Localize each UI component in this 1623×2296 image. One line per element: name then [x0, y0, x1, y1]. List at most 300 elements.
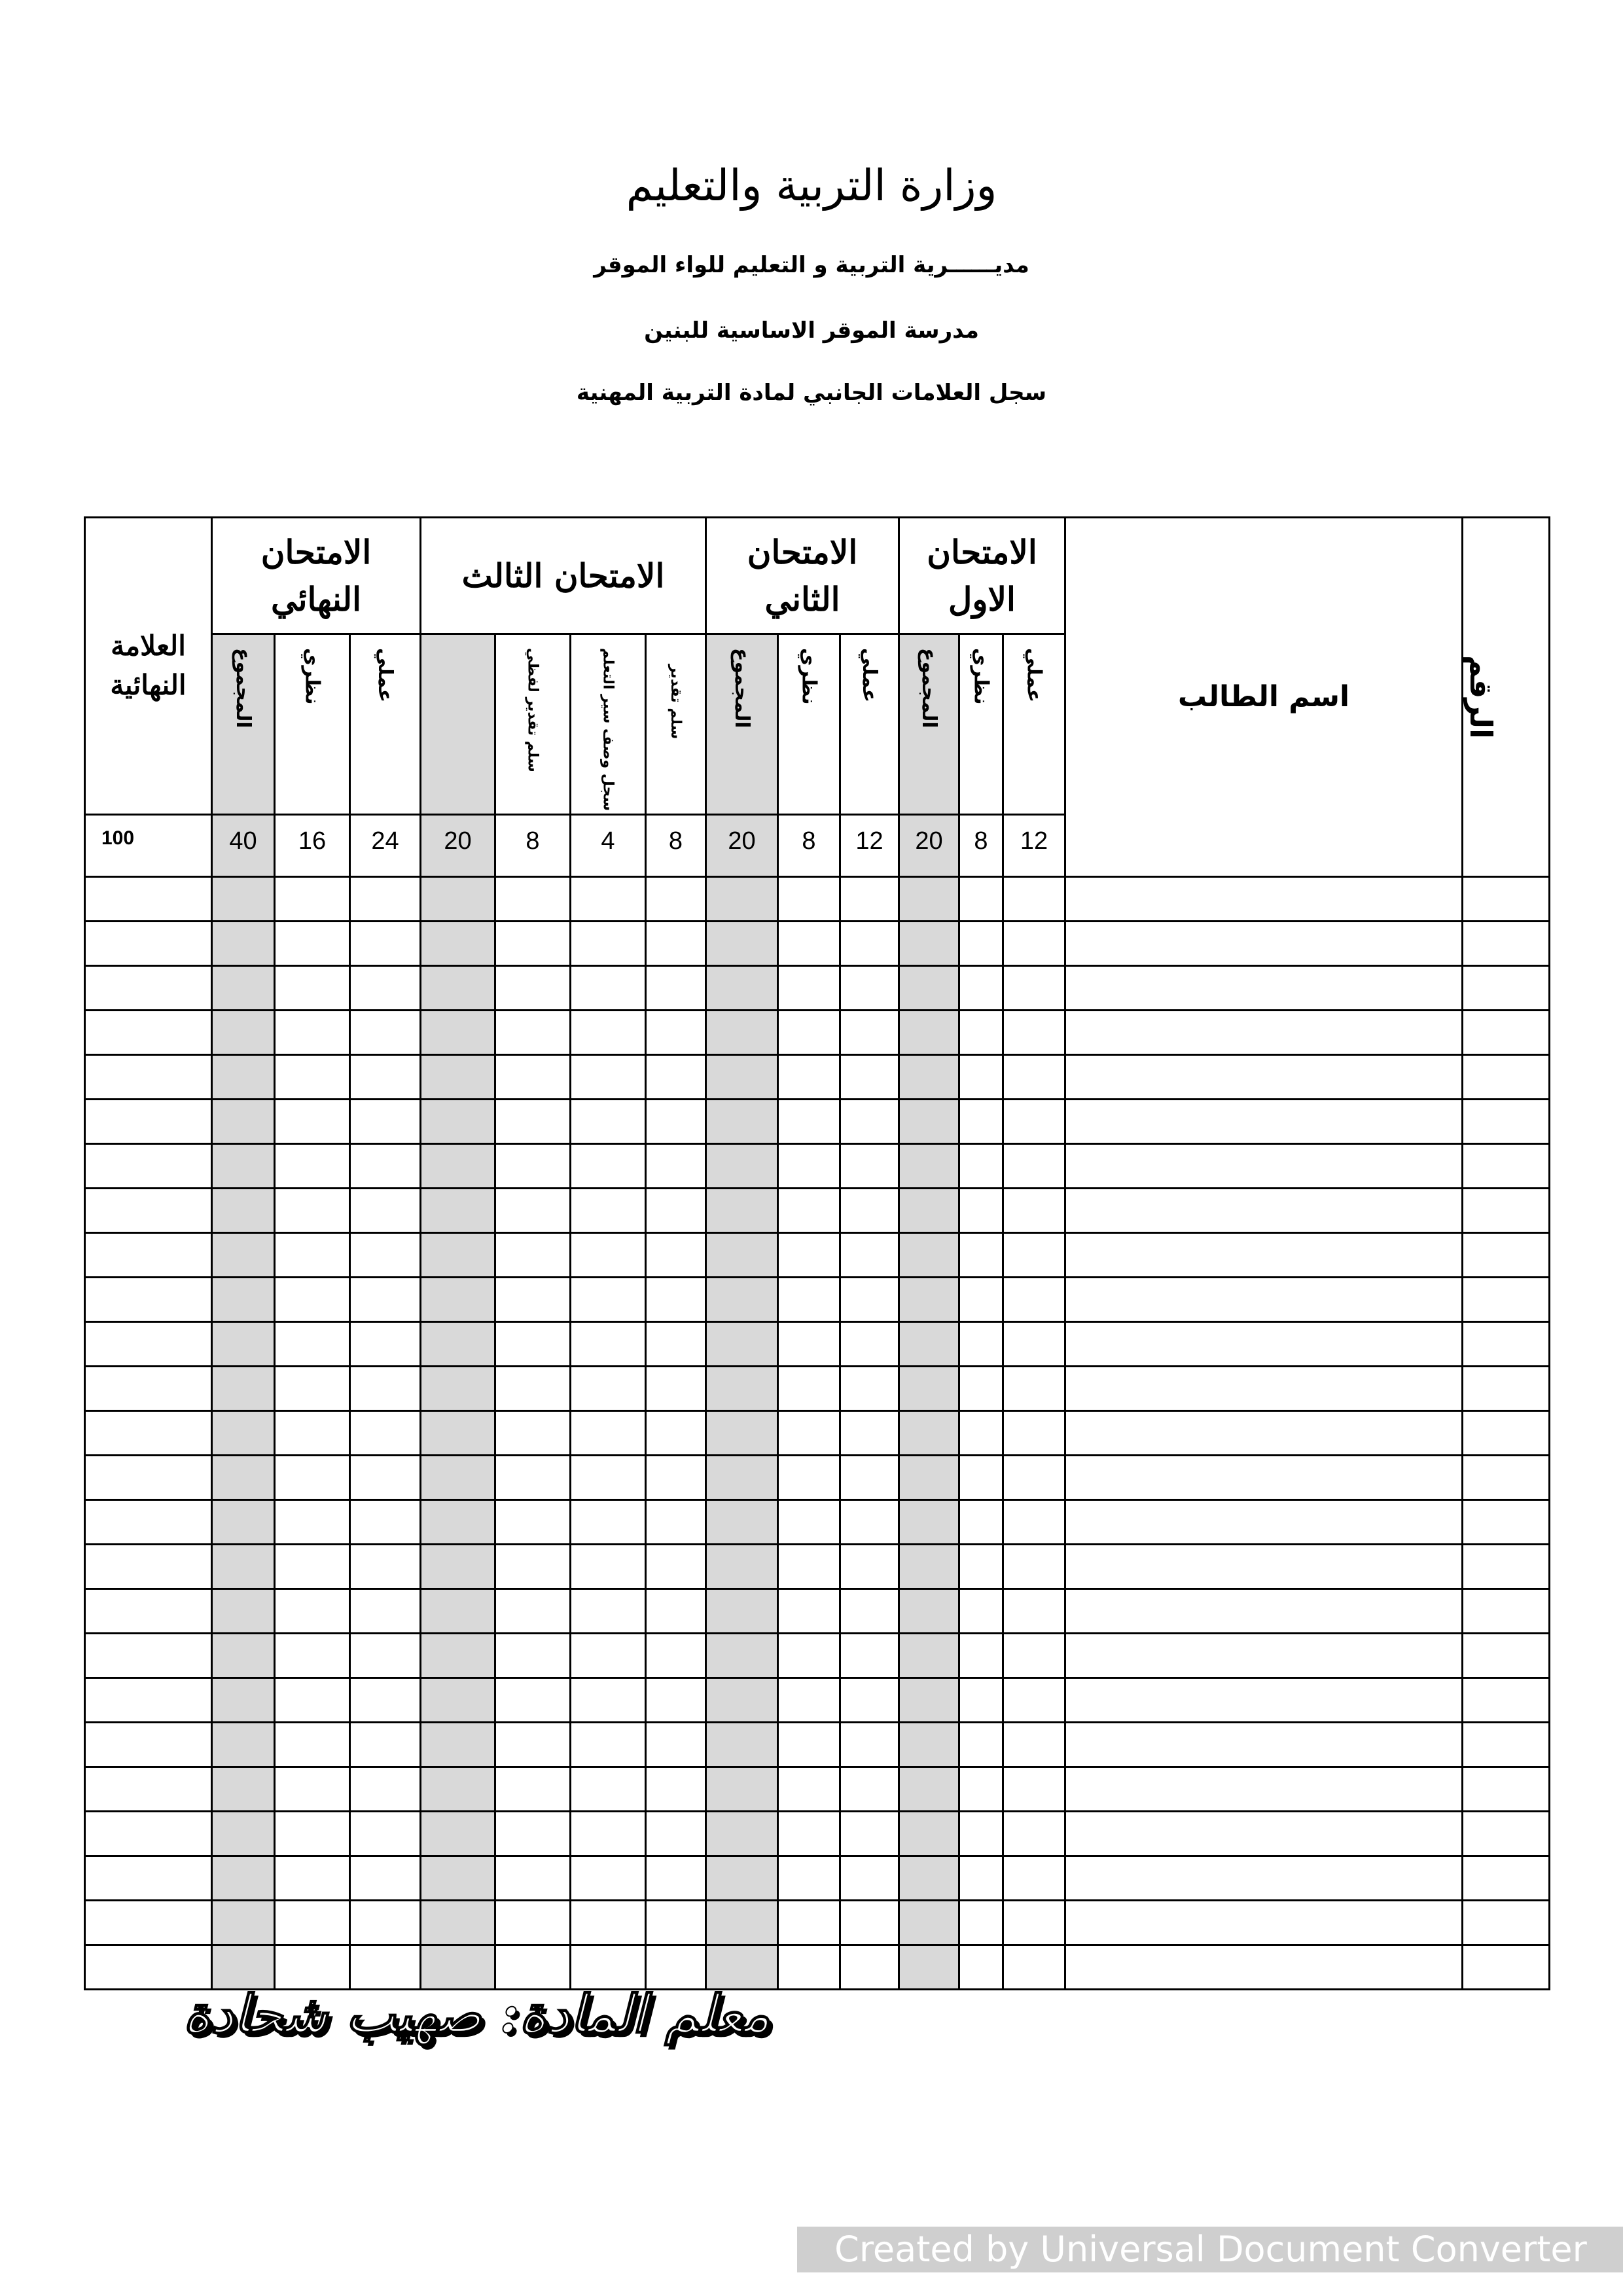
mark-cell[interactable]: [85, 1366, 212, 1410]
mark-cell[interactable]: [706, 1099, 778, 1143]
mark-cell[interactable]: [212, 1366, 275, 1410]
mark-cell[interactable]: [706, 1455, 778, 1499]
mark-cell[interactable]: [778, 1455, 840, 1499]
mark-cell[interactable]: [646, 1410, 706, 1455]
mark-cell[interactable]: [275, 876, 350, 921]
mark-cell[interactable]: [706, 1856, 778, 1900]
mark-cell[interactable]: [646, 1900, 706, 1945]
mark-cell[interactable]: [646, 965, 706, 1010]
mark-cell[interactable]: [646, 1232, 706, 1277]
mark-cell[interactable]: [899, 1945, 959, 1989]
mark-cell[interactable]: [85, 965, 212, 1010]
student-name-cell[interactable]: [1065, 876, 1463, 921]
mark-cell[interactable]: [212, 1143, 275, 1188]
mark-cell[interactable]: [495, 1677, 571, 1722]
mark-cell[interactable]: [706, 1410, 778, 1455]
mark-cell[interactable]: [646, 1054, 706, 1099]
mark-cell[interactable]: [495, 1811, 571, 1856]
mark-cell[interactable]: [959, 965, 1003, 1010]
mark-cell[interactable]: [1003, 1188, 1065, 1232]
mark-cell[interactable]: [778, 1054, 840, 1099]
mark-cell[interactable]: [85, 1054, 212, 1099]
mark-cell[interactable]: [421, 965, 495, 1010]
mark-cell[interactable]: [495, 1633, 571, 1677]
student-number-cell[interactable]: [1463, 876, 1550, 921]
mark-cell[interactable]: [85, 1455, 212, 1499]
mark-cell[interactable]: [350, 1811, 421, 1856]
mark-cell[interactable]: [212, 1722, 275, 1767]
mark-cell[interactable]: [706, 1321, 778, 1366]
mark-cell[interactable]: [778, 1588, 840, 1633]
mark-cell[interactable]: [706, 1588, 778, 1633]
mark-cell[interactable]: [495, 1232, 571, 1277]
mark-cell[interactable]: [840, 1722, 899, 1767]
student-number-cell[interactable]: [1463, 965, 1550, 1010]
mark-cell[interactable]: [350, 1099, 421, 1143]
mark-cell[interactable]: [275, 1544, 350, 1588]
mark-cell[interactable]: [706, 876, 778, 921]
mark-cell[interactable]: [959, 876, 1003, 921]
student-name-cell[interactable]: [1065, 1054, 1463, 1099]
student-name-cell[interactable]: [1065, 1811, 1463, 1856]
mark-cell[interactable]: [85, 1677, 212, 1722]
mark-cell[interactable]: [778, 1767, 840, 1811]
mark-cell[interactable]: [85, 1277, 212, 1321]
mark-cell[interactable]: [899, 1499, 959, 1544]
mark-cell[interactable]: [85, 1767, 212, 1811]
mark-cell[interactable]: [706, 1767, 778, 1811]
mark-cell[interactable]: [1003, 876, 1065, 921]
mark-cell[interactable]: [706, 1677, 778, 1722]
mark-cell[interactable]: [85, 1321, 212, 1366]
mark-cell[interactable]: [1003, 1366, 1065, 1410]
mark-cell[interactable]: [571, 1277, 646, 1321]
mark-cell[interactable]: [571, 1767, 646, 1811]
mark-cell[interactable]: [212, 1277, 275, 1321]
mark-cell[interactable]: [840, 1054, 899, 1099]
mark-cell[interactable]: [85, 1722, 212, 1767]
mark-cell[interactable]: [959, 1188, 1003, 1232]
mark-cell[interactable]: [1003, 1588, 1065, 1633]
mark-cell[interactable]: [85, 1010, 212, 1054]
mark-cell[interactable]: [212, 1900, 275, 1945]
mark-cell[interactable]: [350, 921, 421, 965]
mark-cell[interactable]: [275, 1410, 350, 1455]
mark-cell[interactable]: [646, 1010, 706, 1054]
mark-cell[interactable]: [421, 1410, 495, 1455]
mark-cell[interactable]: [706, 965, 778, 1010]
mark-cell[interactable]: [275, 1010, 350, 1054]
mark-cell[interactable]: [899, 1143, 959, 1188]
mark-cell[interactable]: [350, 1588, 421, 1633]
mark-cell[interactable]: [706, 1499, 778, 1544]
mark-cell[interactable]: [212, 1767, 275, 1811]
mark-cell[interactable]: [571, 1722, 646, 1767]
mark-cell[interactable]: [275, 1677, 350, 1722]
mark-cell[interactable]: [899, 1277, 959, 1321]
mark-cell[interactable]: [646, 1321, 706, 1366]
student-name-cell[interactable]: [1065, 1010, 1463, 1054]
mark-cell[interactable]: [421, 1099, 495, 1143]
mark-cell[interactable]: [495, 1588, 571, 1633]
mark-cell[interactable]: [350, 1410, 421, 1455]
student-number-cell[interactable]: [1463, 921, 1550, 965]
student-number-cell[interactable]: [1463, 1143, 1550, 1188]
mark-cell[interactable]: [646, 1455, 706, 1499]
mark-cell[interactable]: [1003, 1677, 1065, 1722]
mark-cell[interactable]: [571, 1366, 646, 1410]
student-number-cell[interactable]: [1463, 1099, 1550, 1143]
mark-cell[interactable]: [275, 1188, 350, 1232]
mark-cell[interactable]: [571, 1455, 646, 1499]
mark-cell[interactable]: [778, 1811, 840, 1856]
mark-cell[interactable]: [571, 876, 646, 921]
mark-cell[interactable]: [85, 1188, 212, 1232]
student-name-cell[interactable]: [1065, 1900, 1463, 1945]
mark-cell[interactable]: [350, 1232, 421, 1277]
mark-cell[interactable]: [350, 1856, 421, 1900]
mark-cell[interactable]: [212, 1410, 275, 1455]
student-name-cell[interactable]: [1065, 1143, 1463, 1188]
mark-cell[interactable]: [899, 1010, 959, 1054]
mark-cell[interactable]: [212, 1321, 275, 1366]
mark-cell[interactable]: [495, 1455, 571, 1499]
mark-cell[interactable]: [495, 1856, 571, 1900]
mark-cell[interactable]: [421, 1811, 495, 1856]
mark-cell[interactable]: [899, 1856, 959, 1900]
mark-cell[interactable]: [275, 1054, 350, 1099]
student-name-cell[interactable]: [1065, 1099, 1463, 1143]
mark-cell[interactable]: [275, 1856, 350, 1900]
mark-cell[interactable]: [275, 965, 350, 1010]
mark-cell[interactable]: [840, 1321, 899, 1366]
student-name-cell[interactable]: [1065, 1410, 1463, 1455]
mark-cell[interactable]: [840, 1677, 899, 1722]
mark-cell[interactable]: [495, 1900, 571, 1945]
mark-cell[interactable]: [571, 1588, 646, 1633]
student-name-cell[interactable]: [1065, 1544, 1463, 1588]
mark-cell[interactable]: [421, 1143, 495, 1188]
mark-cell[interactable]: [212, 1677, 275, 1722]
mark-cell[interactable]: [275, 1143, 350, 1188]
mark-cell[interactable]: [275, 1366, 350, 1410]
mark-cell[interactable]: [421, 1499, 495, 1544]
mark-cell[interactable]: [959, 1499, 1003, 1544]
mark-cell[interactable]: [571, 1188, 646, 1232]
mark-cell[interactable]: [212, 1054, 275, 1099]
mark-cell[interactable]: [350, 1722, 421, 1767]
mark-cell[interactable]: [706, 1232, 778, 1277]
mark-cell[interactable]: [495, 1010, 571, 1054]
mark-cell[interactable]: [212, 1010, 275, 1054]
mark-cell[interactable]: [571, 1054, 646, 1099]
student-number-cell[interactable]: [1463, 1366, 1550, 1410]
mark-cell[interactable]: [778, 1722, 840, 1767]
mark-cell[interactable]: [421, 1856, 495, 1900]
mark-cell[interactable]: [959, 1277, 1003, 1321]
mark-cell[interactable]: [899, 1054, 959, 1099]
student-name-cell[interactable]: [1065, 1366, 1463, 1410]
mark-cell[interactable]: [959, 1633, 1003, 1677]
mark-cell[interactable]: [350, 1143, 421, 1188]
student-name-cell[interactable]: [1065, 1321, 1463, 1366]
mark-cell[interactable]: [275, 1588, 350, 1633]
mark-cell[interactable]: [899, 1722, 959, 1767]
student-number-cell[interactable]: [1463, 1321, 1550, 1366]
mark-cell[interactable]: [571, 1856, 646, 1900]
mark-cell[interactable]: [706, 1366, 778, 1410]
mark-cell[interactable]: [350, 1321, 421, 1366]
mark-cell[interactable]: [840, 1900, 899, 1945]
student-number-cell[interactable]: [1463, 1856, 1550, 1900]
mark-cell[interactable]: [421, 1277, 495, 1321]
mark-cell[interactable]: [495, 1544, 571, 1588]
mark-cell[interactable]: [1003, 1767, 1065, 1811]
mark-cell[interactable]: [706, 1811, 778, 1856]
mark-cell[interactable]: [421, 1321, 495, 1366]
mark-cell[interactable]: [571, 1099, 646, 1143]
mark-cell[interactable]: [275, 1455, 350, 1499]
mark-cell[interactable]: [495, 1366, 571, 1410]
mark-cell[interactable]: [212, 1232, 275, 1277]
mark-cell[interactable]: [959, 1321, 1003, 1366]
mark-cell[interactable]: [1003, 1321, 1065, 1366]
mark-cell[interactable]: [350, 1544, 421, 1588]
mark-cell[interactable]: [646, 1277, 706, 1321]
mark-cell[interactable]: [899, 1811, 959, 1856]
mark-cell[interactable]: [350, 1010, 421, 1054]
mark-cell[interactable]: [778, 1188, 840, 1232]
mark-cell[interactable]: [212, 1633, 275, 1677]
student-number-cell[interactable]: [1463, 1277, 1550, 1321]
mark-cell[interactable]: [706, 921, 778, 965]
student-number-cell[interactable]: [1463, 1945, 1550, 1989]
student-name-cell[interactable]: [1065, 1499, 1463, 1544]
mark-cell[interactable]: [778, 965, 840, 1010]
mark-cell[interactable]: [840, 965, 899, 1010]
mark-cell[interactable]: [959, 1143, 1003, 1188]
mark-cell[interactable]: [646, 1633, 706, 1677]
mark-cell[interactable]: [275, 1811, 350, 1856]
mark-cell[interactable]: [778, 1232, 840, 1277]
mark-cell[interactable]: [495, 965, 571, 1010]
mark-cell[interactable]: [959, 1677, 1003, 1722]
mark-cell[interactable]: [571, 1633, 646, 1677]
mark-cell[interactable]: [85, 1099, 212, 1143]
mark-cell[interactable]: [275, 1767, 350, 1811]
mark-cell[interactable]: [899, 876, 959, 921]
mark-cell[interactable]: [778, 1499, 840, 1544]
mark-cell[interactable]: [275, 1321, 350, 1366]
mark-cell[interactable]: [421, 1677, 495, 1722]
mark-cell[interactable]: [778, 1010, 840, 1054]
mark-cell[interactable]: [212, 876, 275, 921]
mark-cell[interactable]: [1003, 1633, 1065, 1677]
mark-cell[interactable]: [421, 921, 495, 965]
student-name-cell[interactable]: [1065, 1722, 1463, 1767]
mark-cell[interactable]: [646, 1188, 706, 1232]
mark-cell[interactable]: [85, 1588, 212, 1633]
mark-cell[interactable]: [85, 1633, 212, 1677]
mark-cell[interactable]: [1003, 1856, 1065, 1900]
student-number-cell[interactable]: [1463, 1811, 1550, 1856]
mark-cell[interactable]: [350, 1455, 421, 1499]
mark-cell[interactable]: [899, 1188, 959, 1232]
mark-cell[interactable]: [212, 1856, 275, 1900]
mark-cell[interactable]: [350, 1499, 421, 1544]
mark-cell[interactable]: [275, 1099, 350, 1143]
mark-cell[interactable]: [571, 1232, 646, 1277]
mark-cell[interactable]: [495, 1099, 571, 1143]
mark-cell[interactable]: [778, 1945, 840, 1989]
mark-cell[interactable]: [899, 1677, 959, 1722]
mark-cell[interactable]: [212, 965, 275, 1010]
mark-cell[interactable]: [1003, 921, 1065, 965]
student-number-cell[interactable]: [1463, 1499, 1550, 1544]
mark-cell[interactable]: [959, 1767, 1003, 1811]
mark-cell[interactable]: [778, 1544, 840, 1588]
mark-cell[interactable]: [1003, 1099, 1065, 1143]
mark-cell[interactable]: [275, 1232, 350, 1277]
mark-cell[interactable]: [350, 1188, 421, 1232]
student-name-cell[interactable]: [1065, 1767, 1463, 1811]
mark-cell[interactable]: [840, 1767, 899, 1811]
mark-cell[interactable]: [571, 1544, 646, 1588]
mark-cell[interactable]: [778, 1410, 840, 1455]
mark-cell[interactable]: [899, 1900, 959, 1945]
mark-cell[interactable]: [899, 1767, 959, 1811]
mark-cell[interactable]: [275, 1277, 350, 1321]
student-name-cell[interactable]: [1065, 1588, 1463, 1633]
mark-cell[interactable]: [350, 1767, 421, 1811]
mark-cell[interactable]: [646, 1499, 706, 1544]
mark-cell[interactable]: [899, 1633, 959, 1677]
mark-cell[interactable]: [350, 1277, 421, 1321]
mark-cell[interactable]: [571, 1143, 646, 1188]
mark-cell[interactable]: [421, 1010, 495, 1054]
student-number-cell[interactable]: [1463, 1232, 1550, 1277]
mark-cell[interactable]: [959, 1010, 1003, 1054]
student-name-cell[interactable]: [1065, 1677, 1463, 1722]
mark-cell[interactable]: [212, 1455, 275, 1499]
mark-cell[interactable]: [706, 1143, 778, 1188]
student-name-cell[interactable]: [1065, 1945, 1463, 1989]
mark-cell[interactable]: [350, 876, 421, 921]
mark-cell[interactable]: [495, 1767, 571, 1811]
mark-cell[interactable]: [706, 1277, 778, 1321]
mark-cell[interactable]: [275, 1633, 350, 1677]
mark-cell[interactable]: [275, 1900, 350, 1945]
mark-cell[interactable]: [1003, 1900, 1065, 1945]
mark-cell[interactable]: [495, 1722, 571, 1767]
mark-cell[interactable]: [421, 876, 495, 921]
mark-cell[interactable]: [212, 1544, 275, 1588]
mark-cell[interactable]: [212, 1099, 275, 1143]
mark-cell[interactable]: [840, 1499, 899, 1544]
mark-cell[interactable]: [778, 1856, 840, 1900]
mark-cell[interactable]: [571, 921, 646, 965]
mark-cell[interactable]: [840, 1366, 899, 1410]
mark-cell[interactable]: [275, 1722, 350, 1767]
student-name-cell[interactable]: [1065, 1188, 1463, 1232]
mark-cell[interactable]: [646, 921, 706, 965]
mark-cell[interactable]: [706, 1633, 778, 1677]
mark-cell[interactable]: [646, 876, 706, 921]
mark-cell[interactable]: [959, 1544, 1003, 1588]
mark-cell[interactable]: [646, 1856, 706, 1900]
mark-cell[interactable]: [840, 1277, 899, 1321]
mark-cell[interactable]: [646, 1677, 706, 1722]
student-number-cell[interactable]: [1463, 1054, 1550, 1099]
mark-cell[interactable]: [778, 1366, 840, 1410]
mark-cell[interactable]: [495, 921, 571, 965]
student-number-cell[interactable]: [1463, 1900, 1550, 1945]
mark-cell[interactable]: [840, 921, 899, 965]
student-number-cell[interactable]: [1463, 1677, 1550, 1722]
mark-cell[interactable]: [212, 1811, 275, 1856]
mark-cell[interactable]: [840, 1856, 899, 1900]
mark-cell[interactable]: [85, 1143, 212, 1188]
mark-cell[interactable]: [495, 1277, 571, 1321]
student-number-cell[interactable]: [1463, 1722, 1550, 1767]
mark-cell[interactable]: [212, 1588, 275, 1633]
mark-cell[interactable]: [1003, 1811, 1065, 1856]
student-name-cell[interactable]: [1065, 1277, 1463, 1321]
mark-cell[interactable]: [571, 1010, 646, 1054]
mark-cell[interactable]: [959, 1455, 1003, 1499]
mark-cell[interactable]: [495, 1321, 571, 1366]
mark-cell[interactable]: [778, 1900, 840, 1945]
mark-cell[interactable]: [495, 876, 571, 921]
mark-cell[interactable]: [778, 1143, 840, 1188]
mark-cell[interactable]: [899, 1455, 959, 1499]
mark-cell[interactable]: [840, 1010, 899, 1054]
mark-cell[interactable]: [350, 1054, 421, 1099]
mark-cell[interactable]: [778, 1321, 840, 1366]
mark-cell[interactable]: [840, 1188, 899, 1232]
mark-cell[interactable]: [778, 1633, 840, 1677]
mark-cell[interactable]: [706, 1900, 778, 1945]
mark-cell[interactable]: [1003, 1455, 1065, 1499]
mark-cell[interactable]: [421, 1544, 495, 1588]
mark-cell[interactable]: [421, 1188, 495, 1232]
mark-cell[interactable]: [840, 1143, 899, 1188]
mark-cell[interactable]: [646, 1143, 706, 1188]
mark-cell[interactable]: [840, 1544, 899, 1588]
mark-cell[interactable]: [421, 1767, 495, 1811]
mark-cell[interactable]: [959, 1588, 1003, 1633]
mark-cell[interactable]: [778, 1099, 840, 1143]
mark-cell[interactable]: [421, 1232, 495, 1277]
mark-cell[interactable]: [646, 1099, 706, 1143]
mark-cell[interactable]: [495, 1143, 571, 1188]
mark-cell[interactable]: [959, 1366, 1003, 1410]
mark-cell[interactable]: [899, 1232, 959, 1277]
mark-cell[interactable]: [1003, 1722, 1065, 1767]
mark-cell[interactable]: [495, 1188, 571, 1232]
mark-cell[interactable]: [899, 1321, 959, 1366]
mark-cell[interactable]: [275, 1499, 350, 1544]
mark-cell[interactable]: [899, 1099, 959, 1143]
mark-cell[interactable]: [840, 1099, 899, 1143]
mark-cell[interactable]: [212, 1188, 275, 1232]
mark-cell[interactable]: [1003, 1544, 1065, 1588]
mark-cell[interactable]: [840, 1811, 899, 1856]
mark-cell[interactable]: [85, 1232, 212, 1277]
mark-cell[interactable]: [646, 1588, 706, 1633]
student-number-cell[interactable]: [1463, 1633, 1550, 1677]
mark-cell[interactable]: [1003, 965, 1065, 1010]
